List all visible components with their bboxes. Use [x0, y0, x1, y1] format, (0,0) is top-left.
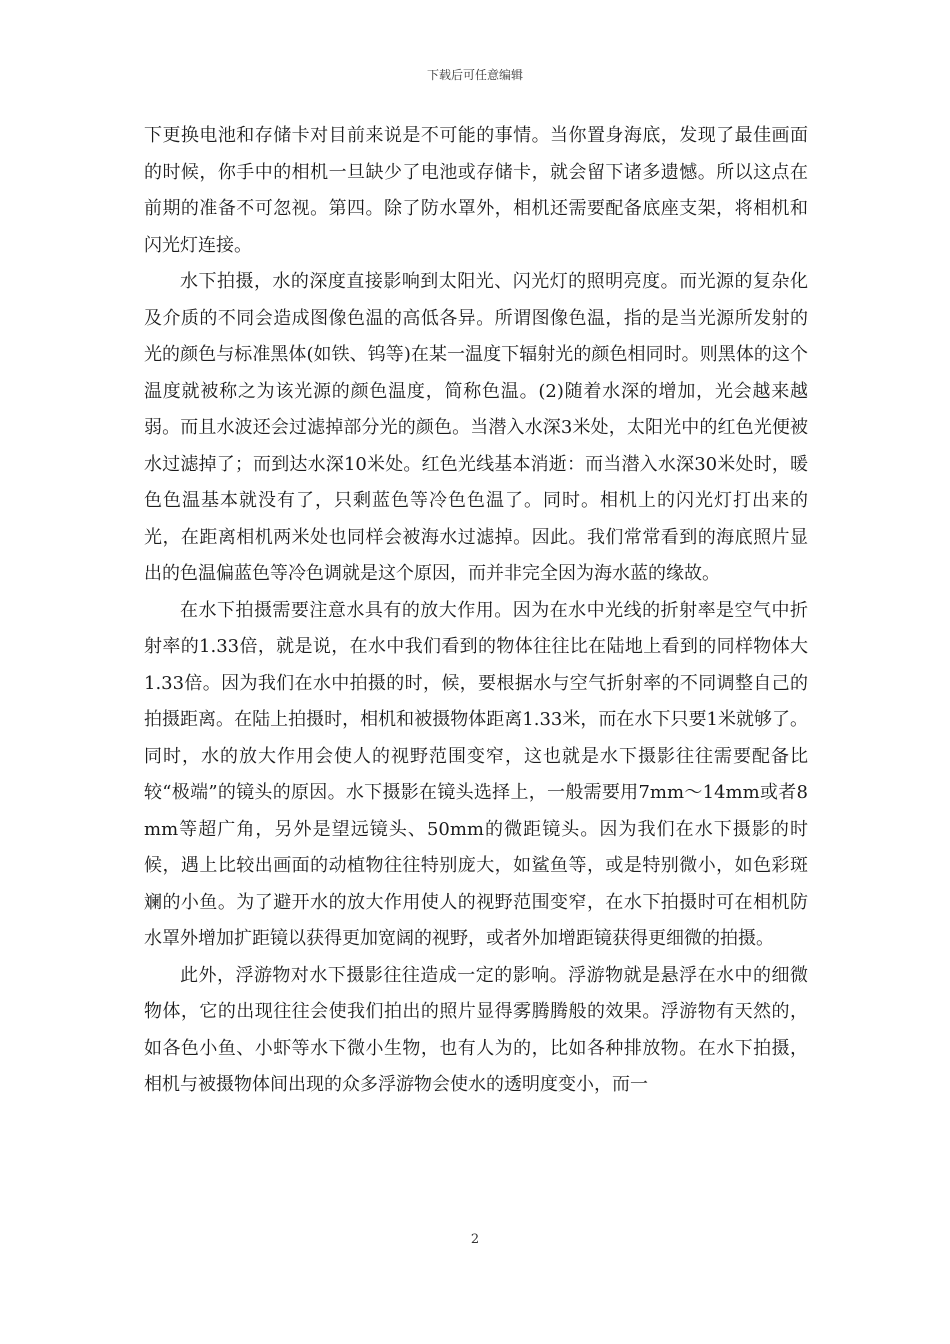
page-number: 2	[470, 1232, 480, 1247]
paragraph-continuation: 下更换电池和存储卡对目前来说是不可能的事情。当你置身海底，发现了最佳画面的时候，你手中的相机一旦缺少了电池或存储卡，就会留下诸多遗憾。所以这点在前期的准备不可忽视。第四。除了防水罩外，相机还需要配备底座支架，将相机和闪光灯连接。	[144, 125, 808, 256]
body-text	[144, 118, 808, 1104]
paragraph-water-depth-color-temperature: 水下拍摄，水的深度直接影响到太阳光、闪光灯的照明亮度。而光源的复杂化及介质的不同会造成图像色温的高低各异。所谓图像色温，指的是当光源所发射的光的颜色与标准黑体(如铁、钨等)在某一温度下辐射光的颜色相同时。则黑体的这个温度就被称之为该光源的颜色温度，简称色温。(2)随着水深的增加，光会越来越弱。而且水波还会过滤掉部分光的颜色。当潜入水深3米处，太阳光中的红色光便被水过滤掉了；而到达水深10米处。红色光线基本消逝：而当潜入水深30米处时，暖色色温基本就没有了，只剩蓝色等冷色色温了。同时。相机上的闪光灯打出来的光，在距离相机两米处也同样会被海水过滤掉。因此。我们常常看到的海底照片显出的色温偏蓝色等冷色调就是这个原因，而并非完全因为海水蓝的缘故。	[144, 271, 808, 584]
page-header: 下载后可任意编辑	[426, 68, 523, 82]
paragraph-plankton: 此外，浮游物对水下摄影往往造成一定的影响。浮游物就是悬浮在水中的细微物体，它的出现往往会使我们拍出的照片显得雾腾腾般的效果。浮游物有天然的，如各色小鱼、小虾等水下微小生物，也有人为的，比如各种排放物。在水下拍摄，相机与被摄物体间出现的众多浮游物会使水的透明度变小，而一	[144, 964, 808, 1095]
paragraph-magnification: 在水下拍摄需要注意水具有的放大作用。因为在水中光线的折射率是空气中折射率的1.33倍，就是说，在水中我们看到的物体往往比在陆地上看到的同样物体大1.33倍。因为我们在水中拍摄的时，候，要根据水与空气折射率的不同调整自己的拍摄距离。在陆上拍摄时，相机和被摄物体距离1.33米，而在水下只要1米就够了。同时，水的放大作用会使人的视野范围变窄，这也就是水下摄影往往需要配备比较“极端”的镜头的原因。水下摄影在镜头选择上，一般需要用7mm～14mm或者8mm等超广角，另外是望远镜头、50mm的微距镜头。因为我们在水下摄影的时候，遇上比较出画面的动植物往往特别庞大，如鲨鱼等，或是特别微小，如色彩斑斓的小鱼。为了避开水的放大作用使人的视野范围变窄，在水下拍摄时可在相机防水罩外增加扩距镜以获得更加宽阔的视野，或者外加增距镜获得更细微的拍摄。	[144, 599, 808, 949]
